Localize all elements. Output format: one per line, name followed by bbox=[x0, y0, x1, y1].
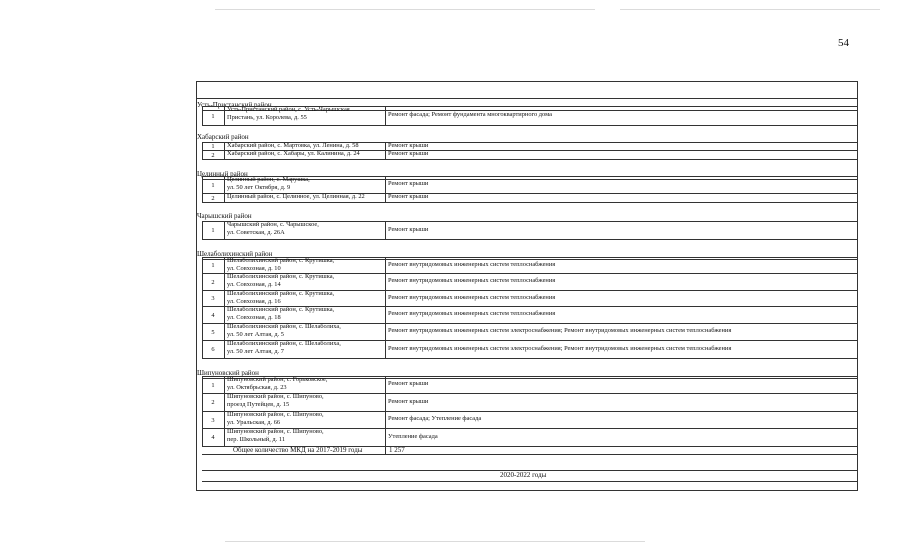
row-number: 2 bbox=[211, 151, 215, 159]
col-rule bbox=[385, 376, 386, 393]
col-rule bbox=[224, 340, 225, 358]
col-rule bbox=[385, 142, 386, 150]
row-number: 2 bbox=[211, 194, 215, 202]
period-heading: 2020-2022 годы bbox=[500, 471, 547, 479]
row-rule bbox=[202, 125, 858, 126]
address-line: ул. Совхозная, д. 18 bbox=[227, 313, 281, 321]
address-line: Шипуновский район, с. Горьковское, bbox=[227, 376, 328, 383]
address-line: Целинный район, с. Целинное, ул. Целинная, д. 22 bbox=[227, 193, 365, 200]
col-rule bbox=[385, 411, 386, 428]
col-rule bbox=[385, 150, 386, 159]
row-number: 2 bbox=[211, 278, 215, 286]
work-type: Ремонт внутридомовых инженерных систем теплоснабжения bbox=[388, 277, 556, 284]
district-name: Усть-Пристанский район bbox=[197, 101, 272, 109]
work-type: Ремонт внутридомовых инженерных систем электроснабжения; Ремонт внутридомовых инженерных систем теплоснабжения bbox=[388, 327, 732, 334]
address-line: Хабарский район, с. Хабары, ул. Калинина, д. 24 bbox=[227, 150, 360, 157]
table-rule bbox=[196, 98, 858, 99]
address-line: проезд Путейцев, д. 15 bbox=[227, 400, 290, 408]
row-number: 4 bbox=[211, 311, 215, 319]
col-rule bbox=[385, 340, 386, 358]
address-line: Шелаболихинский район, с. Крутишка, bbox=[227, 290, 335, 297]
work-type: Ремонт крыши bbox=[388, 397, 429, 405]
row-number: 6 bbox=[211, 346, 215, 353]
work-type: Ремонт крыши bbox=[388, 180, 429, 187]
work-type: Ремонт внутридомовых инженерных систем теплоснабжения bbox=[388, 260, 556, 268]
address-line: ул. 50 лет Алтая, д. 7 bbox=[227, 347, 284, 355]
col-rule bbox=[224, 290, 225, 306]
row-number: 3 bbox=[211, 295, 215, 302]
col-rule bbox=[224, 221, 225, 239]
work-type: Ремонт внутридомовых инженерных систем теплоснабжения bbox=[388, 293, 556, 301]
col-rule bbox=[385, 257, 386, 273]
col-rule bbox=[224, 176, 225, 193]
col-rule bbox=[224, 106, 225, 125]
col-rule bbox=[224, 193, 225, 202]
total-value: 1 257 bbox=[389, 446, 405, 454]
district-name: Чарышский район bbox=[197, 212, 252, 220]
work-type: Утепление фасада bbox=[388, 432, 438, 440]
col-rule bbox=[224, 393, 225, 411]
row-number: 1 bbox=[211, 227, 215, 234]
address-line: ул. Совхозная, д. 16 bbox=[227, 297, 281, 305]
row-rule bbox=[202, 239, 858, 240]
district-name: Хабарский район bbox=[197, 133, 249, 141]
address-line: Шелаболихинский район, с. Крутишка, bbox=[227, 273, 335, 280]
col-rule bbox=[224, 150, 225, 159]
col-rule bbox=[224, 411, 225, 428]
table-rule bbox=[202, 481, 858, 482]
address-line: Шелаболихинский район, с. Крутишка, bbox=[227, 257, 335, 264]
row-rule bbox=[202, 202, 858, 203]
work-type: Ремонт внутридомовых инженерных систем теплоснабжения bbox=[388, 310, 556, 317]
address-line: Хабарский район, с. Мартовка, ул. Ленина, д. 58 bbox=[227, 141, 359, 149]
col-rule bbox=[224, 323, 225, 340]
work-type: Ремонт внутридомовых инженерных систем электроснабжения; Ремонт внутридомовых инженерных систем теплоснабжения bbox=[388, 344, 732, 352]
col-rule bbox=[385, 447, 386, 454]
address-line: пер. Школьный, д. 11 bbox=[227, 435, 286, 443]
col-rule bbox=[385, 428, 386, 446]
address-line: ул. Совхозная, д. 10 bbox=[227, 264, 281, 272]
work-type: Ремонт крыши bbox=[388, 225, 429, 233]
work-type: Ремонт крыши bbox=[388, 193, 429, 200]
row-number: 1 bbox=[211, 181, 215, 189]
work-type: Ремонт фасада; Ремонт фундамента многоквартирного дома bbox=[388, 111, 552, 118]
row-number: 1 bbox=[211, 262, 215, 269]
total-label: Общее количество МКД на 2017-2019 годы bbox=[233, 446, 363, 454]
col-rule bbox=[224, 428, 225, 446]
address-line: Шелаболихинский район, с. Шелаболиха, bbox=[227, 340, 341, 347]
address-line: Пристань, ул. Королева, д. 55 bbox=[227, 113, 307, 121]
address-line: ул. Советская, д. 26А bbox=[227, 228, 285, 236]
address-line: Шелаболихинский район, с. Шелаболиха, bbox=[227, 323, 341, 330]
col-rule bbox=[385, 290, 386, 306]
district-name: Шипуновский район bbox=[197, 369, 259, 377]
address-line: Шелаболихинский район, с. Крутишка, bbox=[227, 306, 335, 313]
address-line: Шипуновский район, с. Шипуново, bbox=[227, 428, 324, 435]
row-number: 2 bbox=[211, 399, 215, 406]
row-number: 5 bbox=[211, 328, 215, 336]
table-rule bbox=[202, 454, 858, 455]
row-rule bbox=[202, 358, 858, 359]
col-rule bbox=[385, 193, 386, 202]
col-rule bbox=[385, 106, 386, 125]
row-number: 4 bbox=[211, 434, 215, 441]
row-number: 1 bbox=[211, 381, 215, 389]
col-rule bbox=[385, 393, 386, 411]
address-line: ул. 50 лет Октября, д. 9 bbox=[227, 183, 291, 191]
district-name: Целинный район bbox=[197, 170, 248, 178]
address-line: ул. 50 лет Алтая, д. 5 bbox=[227, 330, 284, 338]
address-line: ул. Уральская, д. 66 bbox=[227, 418, 281, 426]
col-rule bbox=[224, 273, 225, 290]
col-rule bbox=[224, 142, 225, 150]
col-rule bbox=[385, 273, 386, 290]
col-rule bbox=[224, 257, 225, 273]
row-rule bbox=[202, 159, 858, 160]
col-rule bbox=[385, 176, 386, 193]
col-rule bbox=[385, 323, 386, 340]
col-rule bbox=[224, 306, 225, 323]
col-rule bbox=[385, 221, 386, 239]
address-line: ул. Октябрьская, д. 23 bbox=[227, 383, 287, 391]
work-type: Ремонт фасада; Утепление фасада bbox=[388, 415, 482, 422]
address-line: Чарышский район, с. Чарышское, bbox=[227, 221, 319, 228]
row-number: 1 bbox=[211, 143, 215, 150]
col-rule bbox=[224, 376, 225, 393]
address-line: Шипуновский район, с. Шипуново, bbox=[227, 411, 324, 418]
page-number: 54 bbox=[838, 37, 849, 49]
col-rule bbox=[385, 306, 386, 323]
address-line: Целинный район, с. Марушка, bbox=[227, 176, 310, 183]
address-line: ул. Совхозная, д. 14 bbox=[227, 280, 281, 288]
address-line: Шипуновский район, с. Шипуново, bbox=[227, 393, 324, 400]
address-line: Усть-Пристанский район, с. Усть-Чарышская bbox=[227, 106, 350, 113]
work-type: Ремонт крыши bbox=[388, 380, 429, 387]
work-type: Ремонт крыши bbox=[388, 150, 429, 157]
work-type: Ремонт крыши bbox=[388, 141, 429, 149]
row-number: 1 bbox=[211, 112, 215, 120]
district-name: Шелаболихинский район bbox=[197, 250, 273, 258]
row-number: 3 bbox=[211, 416, 215, 424]
